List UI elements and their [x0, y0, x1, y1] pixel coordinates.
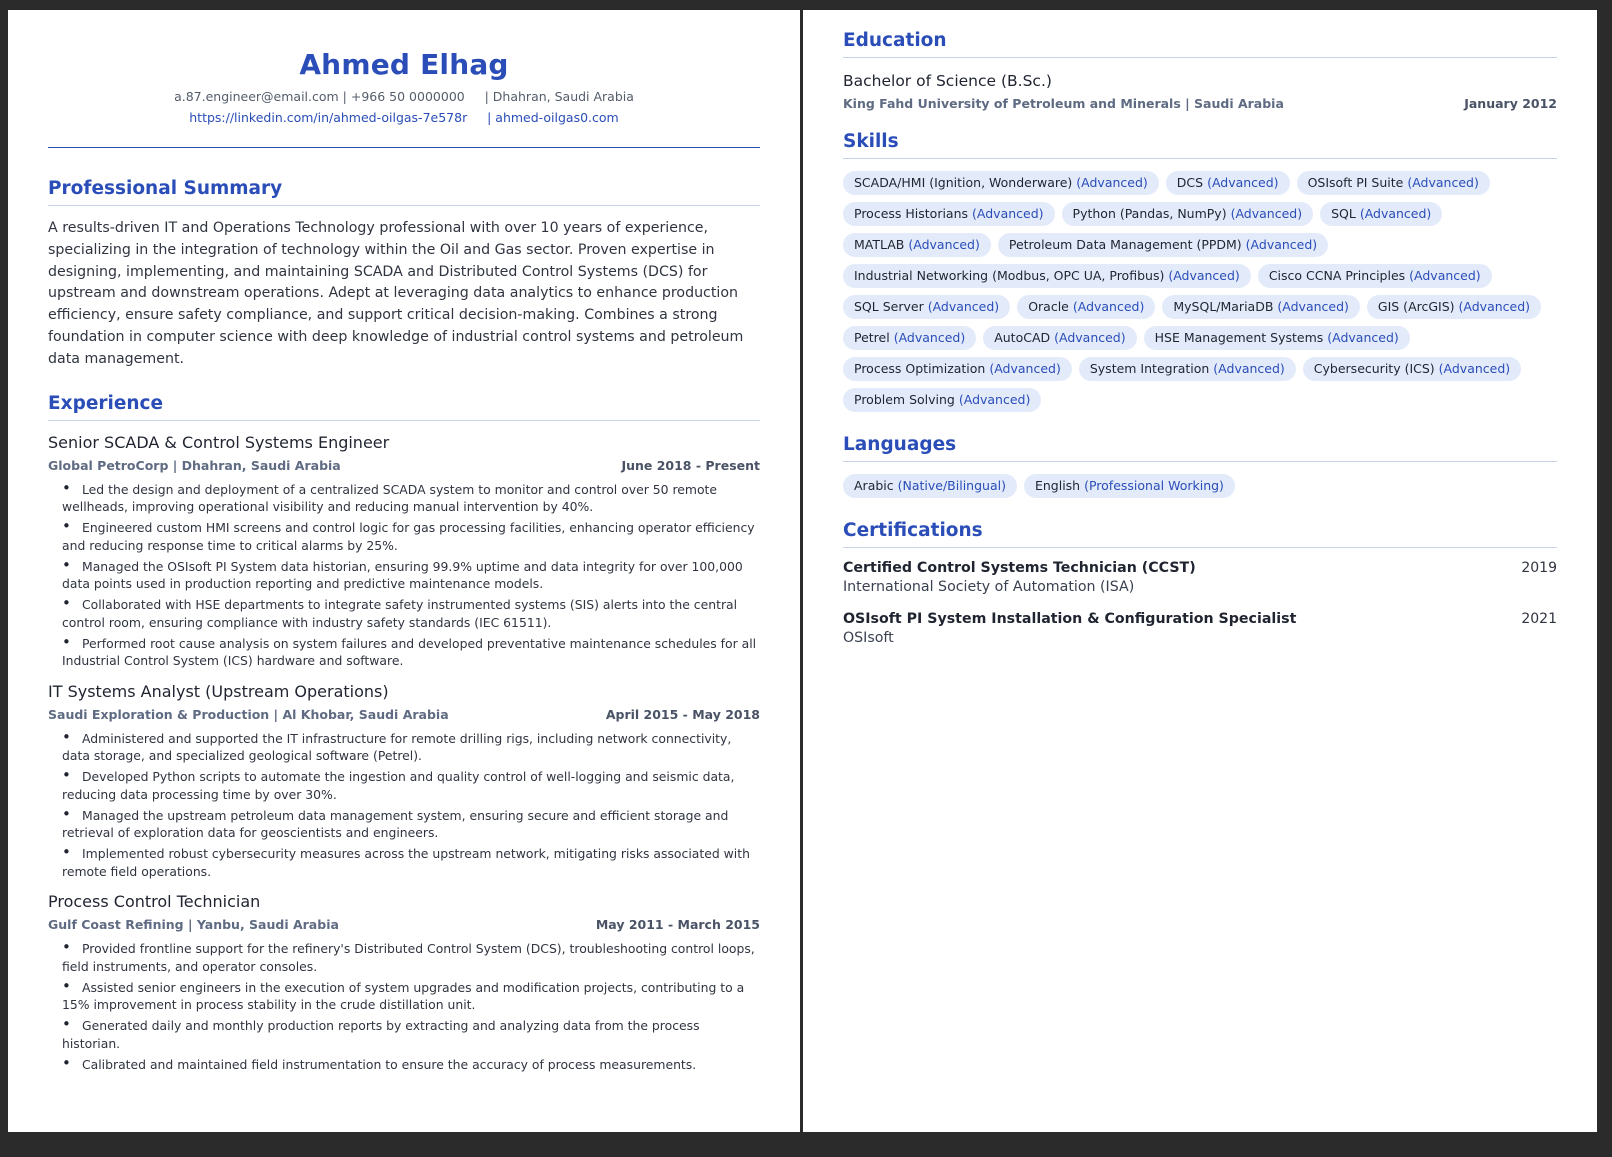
separator: |: [467, 110, 496, 125]
skill-name: Petrel: [854, 330, 890, 345]
certifications-list: [843, 560, 1557, 646]
resume-page-2: [803, 10, 1597, 1132]
company-location: Saudi Exploration & Production | Al Khobar, Saudi Arabia: [48, 706, 449, 722]
skill-chip: [1303, 357, 1521, 381]
skill-level: (Advanced): [893, 330, 966, 345]
skill-chip: [1297, 171, 1490, 195]
skill-name: SCADA/HMI (Ignition, Wonderware): [854, 175, 1073, 190]
skill-name: SQL: [1331, 206, 1356, 221]
achievement-list: [48, 940, 760, 1073]
skill-level: (Advanced): [1076, 175, 1148, 190]
achievement-bullet: • Generated daily and monthly production reports by extracting and analyzing data from the process historian.: [62, 1017, 760, 1052]
degree-title: Bachelor of Science (B.Sc.): [843, 72, 1052, 90]
skill-level: (Advanced): [1207, 175, 1279, 190]
skill-name: GIS (ArcGIS): [1377, 299, 1455, 314]
skill-name: MATLAB: [854, 237, 905, 252]
achievement-list: [48, 481, 760, 670]
skill-name: SQL Server: [854, 299, 924, 314]
email-text: a.87.engineer@email.com: [174, 89, 339, 104]
skill-level: (Advanced): [1438, 361, 1511, 376]
achievement-bullet: • Implemented robust cybersecurity measures across the upstream network, mitigating risks associated with remote field operations.: [62, 845, 760, 880]
skill-chip: [998, 233, 1328, 257]
job-title: Senior SCADA & Control Systems Engineer: [48, 432, 390, 452]
language-level: (Native/Bilingual): [897, 478, 1006, 493]
skill-level: (Advanced): [927, 299, 1000, 314]
certification-item: [843, 560, 1557, 595]
achievement-bullet: • Performed root cause analysis on system failures and developed preventative maintenance schedules for all Industrial Control System (ICS) hardware and software.: [62, 635, 760, 670]
certification-name: OSIsoft PI System Installation & Configuration Specialist: [843, 611, 1297, 627]
language-chip: [843, 474, 1017, 498]
contact-links: [48, 110, 760, 125]
skill-level: (Advanced): [1230, 206, 1303, 221]
achievement-bullet: • Calibrated and maintained field instrumentation to ensure the accuracy of process measurements.: [62, 1056, 760, 1074]
skill-chip: [843, 326, 976, 350]
skill-chip: [1062, 202, 1314, 226]
achievement-bullet: • Engineered custom HMI screens and control logic for gas processing facilities, enhancing operator efficiency and reducing response time to critical alarms by 25%.: [62, 519, 760, 554]
skill-level: (Advanced): [958, 392, 1031, 407]
phone-text: +966 50 0000000: [350, 89, 465, 104]
job-dates: May 2011 - March 2015: [595, 917, 760, 933]
language-level: (Professional Working): [1084, 478, 1224, 493]
certification-issuer: International Society of Automation (ISA): [843, 579, 1135, 595]
job-title: IT Systems Analyst (Upstream Operations): [48, 681, 389, 701]
skill-level: (Advanced): [908, 237, 980, 252]
skill-chip: [1367, 295, 1541, 319]
skill-chip: [843, 357, 1072, 381]
certification-year: 2019: [1521, 560, 1557, 576]
skill-chip: [843, 264, 1251, 288]
company-location: Gulf Coast Refining | Yanbu, Saudi Arabia: [48, 917, 339, 933]
section-title-education: Education: [843, 30, 1557, 58]
skill-chip: [1166, 171, 1290, 195]
job-meta: [48, 917, 760, 932]
language-name: English: [1034, 478, 1081, 493]
skill-name: Process Historians: [854, 206, 969, 221]
skill-name: HSE Management Systems: [1154, 330, 1324, 345]
job-meta: [48, 707, 760, 722]
certification-header: [843, 611, 1557, 627]
skill-level: (Advanced): [1458, 299, 1531, 314]
experience-item: [48, 433, 760, 670]
resume-page-1: [8, 10, 800, 1132]
skill-chip: [843, 202, 1055, 226]
skill-level: (Advanced): [1327, 330, 1399, 345]
languages-section: [843, 434, 1557, 498]
skill-level: (Advanced): [1359, 206, 1432, 221]
achievement-bullet: • Provided frontline support for the refinery's Distributed Control System (DCS), troubleshooting control loops, field instruments, and operator consoles.: [62, 940, 760, 975]
education-section: [843, 30, 1557, 111]
education-date: January 2012: [1464, 96, 1557, 111]
skill-name: Oracle: [1028, 299, 1069, 314]
skill-name: Industrial Networking (Modbus, OPC UA, Profibus): [854, 268, 1165, 283]
languages-list: [843, 474, 1557, 498]
experience-section: [48, 393, 760, 1074]
achievement-bullet: • Assisted senior engineers in the execution of system upgrades and modification projects, contributing to a 15% improvement in process stability in the crude distillation unit.: [62, 979, 760, 1014]
experience-item: [48, 892, 760, 1073]
job-dates: June 2018 - Present: [621, 457, 760, 473]
skill-level: (Advanced): [989, 361, 1061, 376]
contact-info: [48, 89, 760, 104]
achievement-bullet: • Administered and supported the IT infrastructure for remote drilling rigs, including network connectivity, data storage, and specialized geological software (Petrel).: [62, 730, 760, 765]
certifications-section: [843, 520, 1557, 646]
skill-name: Problem Solving: [854, 392, 955, 407]
skill-name: OSIsoft PI Suite: [1307, 175, 1404, 190]
skills-section: [843, 131, 1557, 412]
skill-level: (Advanced): [1245, 237, 1318, 252]
skill-name: Process Optimization: [854, 361, 986, 376]
section-title-skills: Skills: [843, 131, 1557, 159]
skill-name: Python (Pandas, NumPy): [1072, 206, 1227, 221]
job-dates: April 2015 - May 2018: [605, 706, 760, 722]
skill-chip: [1079, 357, 1296, 381]
skill-level: (Advanced): [972, 206, 1044, 221]
skill-name: DCS: [1176, 175, 1204, 190]
skill-name: Cisco CCNA Principles: [1268, 268, 1406, 283]
section-title-languages: Languages: [843, 434, 1557, 462]
skill-chip: [1162, 295, 1360, 319]
summary-section: [48, 178, 760, 371]
skill-chip: [1144, 326, 1410, 350]
skill-chip: [843, 388, 1041, 412]
skill-chip: [843, 295, 1010, 319]
achievement-bullet: • Led the design and deployment of a centralized SCADA system to monitor and control over 50 remote wellheads, improving operational visibility and reducing manual intervention by 40%.: [62, 481, 760, 516]
education-meta: [843, 96, 1557, 111]
skill-level: (Advanced): [1213, 361, 1285, 376]
school-name: King Fahd University of Petroleum and Minerals | Saudi Arabia: [843, 96, 1284, 111]
certification-issuer: OSIsoft: [843, 630, 894, 646]
skill-name: Petroleum Data Management (PPDM): [1008, 237, 1242, 252]
section-title-certifications: Certifications: [843, 520, 1557, 548]
achievement-list: [48, 730, 760, 881]
header-divider: [48, 147, 760, 148]
skill-level: (Advanced): [1072, 299, 1145, 314]
skill-level: (Advanced): [1407, 175, 1479, 190]
language-chip: [1024, 474, 1235, 498]
certification-item: [843, 611, 1557, 646]
section-title-summary: Professional Summary: [48, 178, 760, 206]
skill-name: MySQL/MariaDB: [1173, 299, 1274, 314]
website-link[interactable]: ahmed-oilgas0.com: [495, 110, 619, 125]
separator: |: [338, 89, 351, 104]
achievement-bullet: • Managed the OSIsoft PI System data historian, ensuring 99.9% uptime and data integrity for over 100,000 data points used in production reporting and predictive maintenance models.: [62, 558, 760, 593]
skill-chip: [1017, 295, 1155, 319]
skill-name: AutoCAD: [994, 330, 1051, 345]
job-meta: [48, 458, 760, 473]
experience-item: [48, 682, 760, 881]
skill-level: (Advanced): [1054, 330, 1126, 345]
certification-header: [843, 560, 1557, 576]
certification-name: Certified Control Systems Technician (CCST): [843, 560, 1196, 576]
section-title-experience: Experience: [48, 393, 760, 421]
experience-list: [48, 433, 760, 1074]
skill-chip: [843, 171, 1159, 195]
linkedin-link[interactable]: https://linkedin.com/in/ahmed-oilgas-7e578r: [189, 110, 468, 125]
location-text: Dhahran, Saudi Arabia: [492, 89, 634, 104]
candidate-name: Ahmed Elhag: [299, 48, 509, 81]
skill-chip: [843, 233, 991, 257]
achievement-bullet: • Managed the upstream petroleum data management system, ensuring secure and efficient storage and retrieval of exploration data for geoscientists and engineers.: [62, 807, 760, 842]
skill-name: Cybersecurity (ICS): [1313, 361, 1435, 376]
summary-text: A results-driven IT and Operations Technology professional with over 10 years of experience, specializing in the integration of technology within the Oil and Gas sector. Proven expertise in designing, implementing, and maintaining SCADA and Distributed Control Systems (DCS) for upstream and downstream operations. Adept at leveraging data analytics to enhance production efficiency, ensure safety compliance, and support critical decision-making. Combines a strong foundation in computer science with deep knowledge of industrial control systems and petroleum data management.: [48, 220, 744, 367]
job-title: Process Control Technician: [48, 892, 261, 912]
language-name: Arabic: [854, 478, 894, 493]
skill-level: (Advanced): [1168, 268, 1240, 283]
skill-level: (Advanced): [1409, 268, 1481, 283]
skill-name: System Integration: [1089, 361, 1210, 376]
skill-chip: [1258, 264, 1492, 288]
achievement-bullet: • Collaborated with HSE departments to integrate safety instrumented systems (SIS) alerts into the central control room, ensuring compliance with industry safety standards (IEC 61511).: [62, 596, 760, 631]
skill-level: (Advanced): [1277, 299, 1349, 314]
certification-year: 2021: [1521, 611, 1557, 627]
company-location: Global PetroCorp | Dhahran, Saudi Arabia: [48, 457, 341, 473]
separator: |: [464, 89, 493, 104]
skill-chip: [983, 326, 1136, 350]
achievement-bullet: • Developed Python scripts to automate the ingestion and quality control of well-logging and seismic data, reducing data processing time by over 30%.: [62, 768, 760, 803]
skills-list: [843, 171, 1557, 412]
skill-chip: [1320, 202, 1442, 226]
